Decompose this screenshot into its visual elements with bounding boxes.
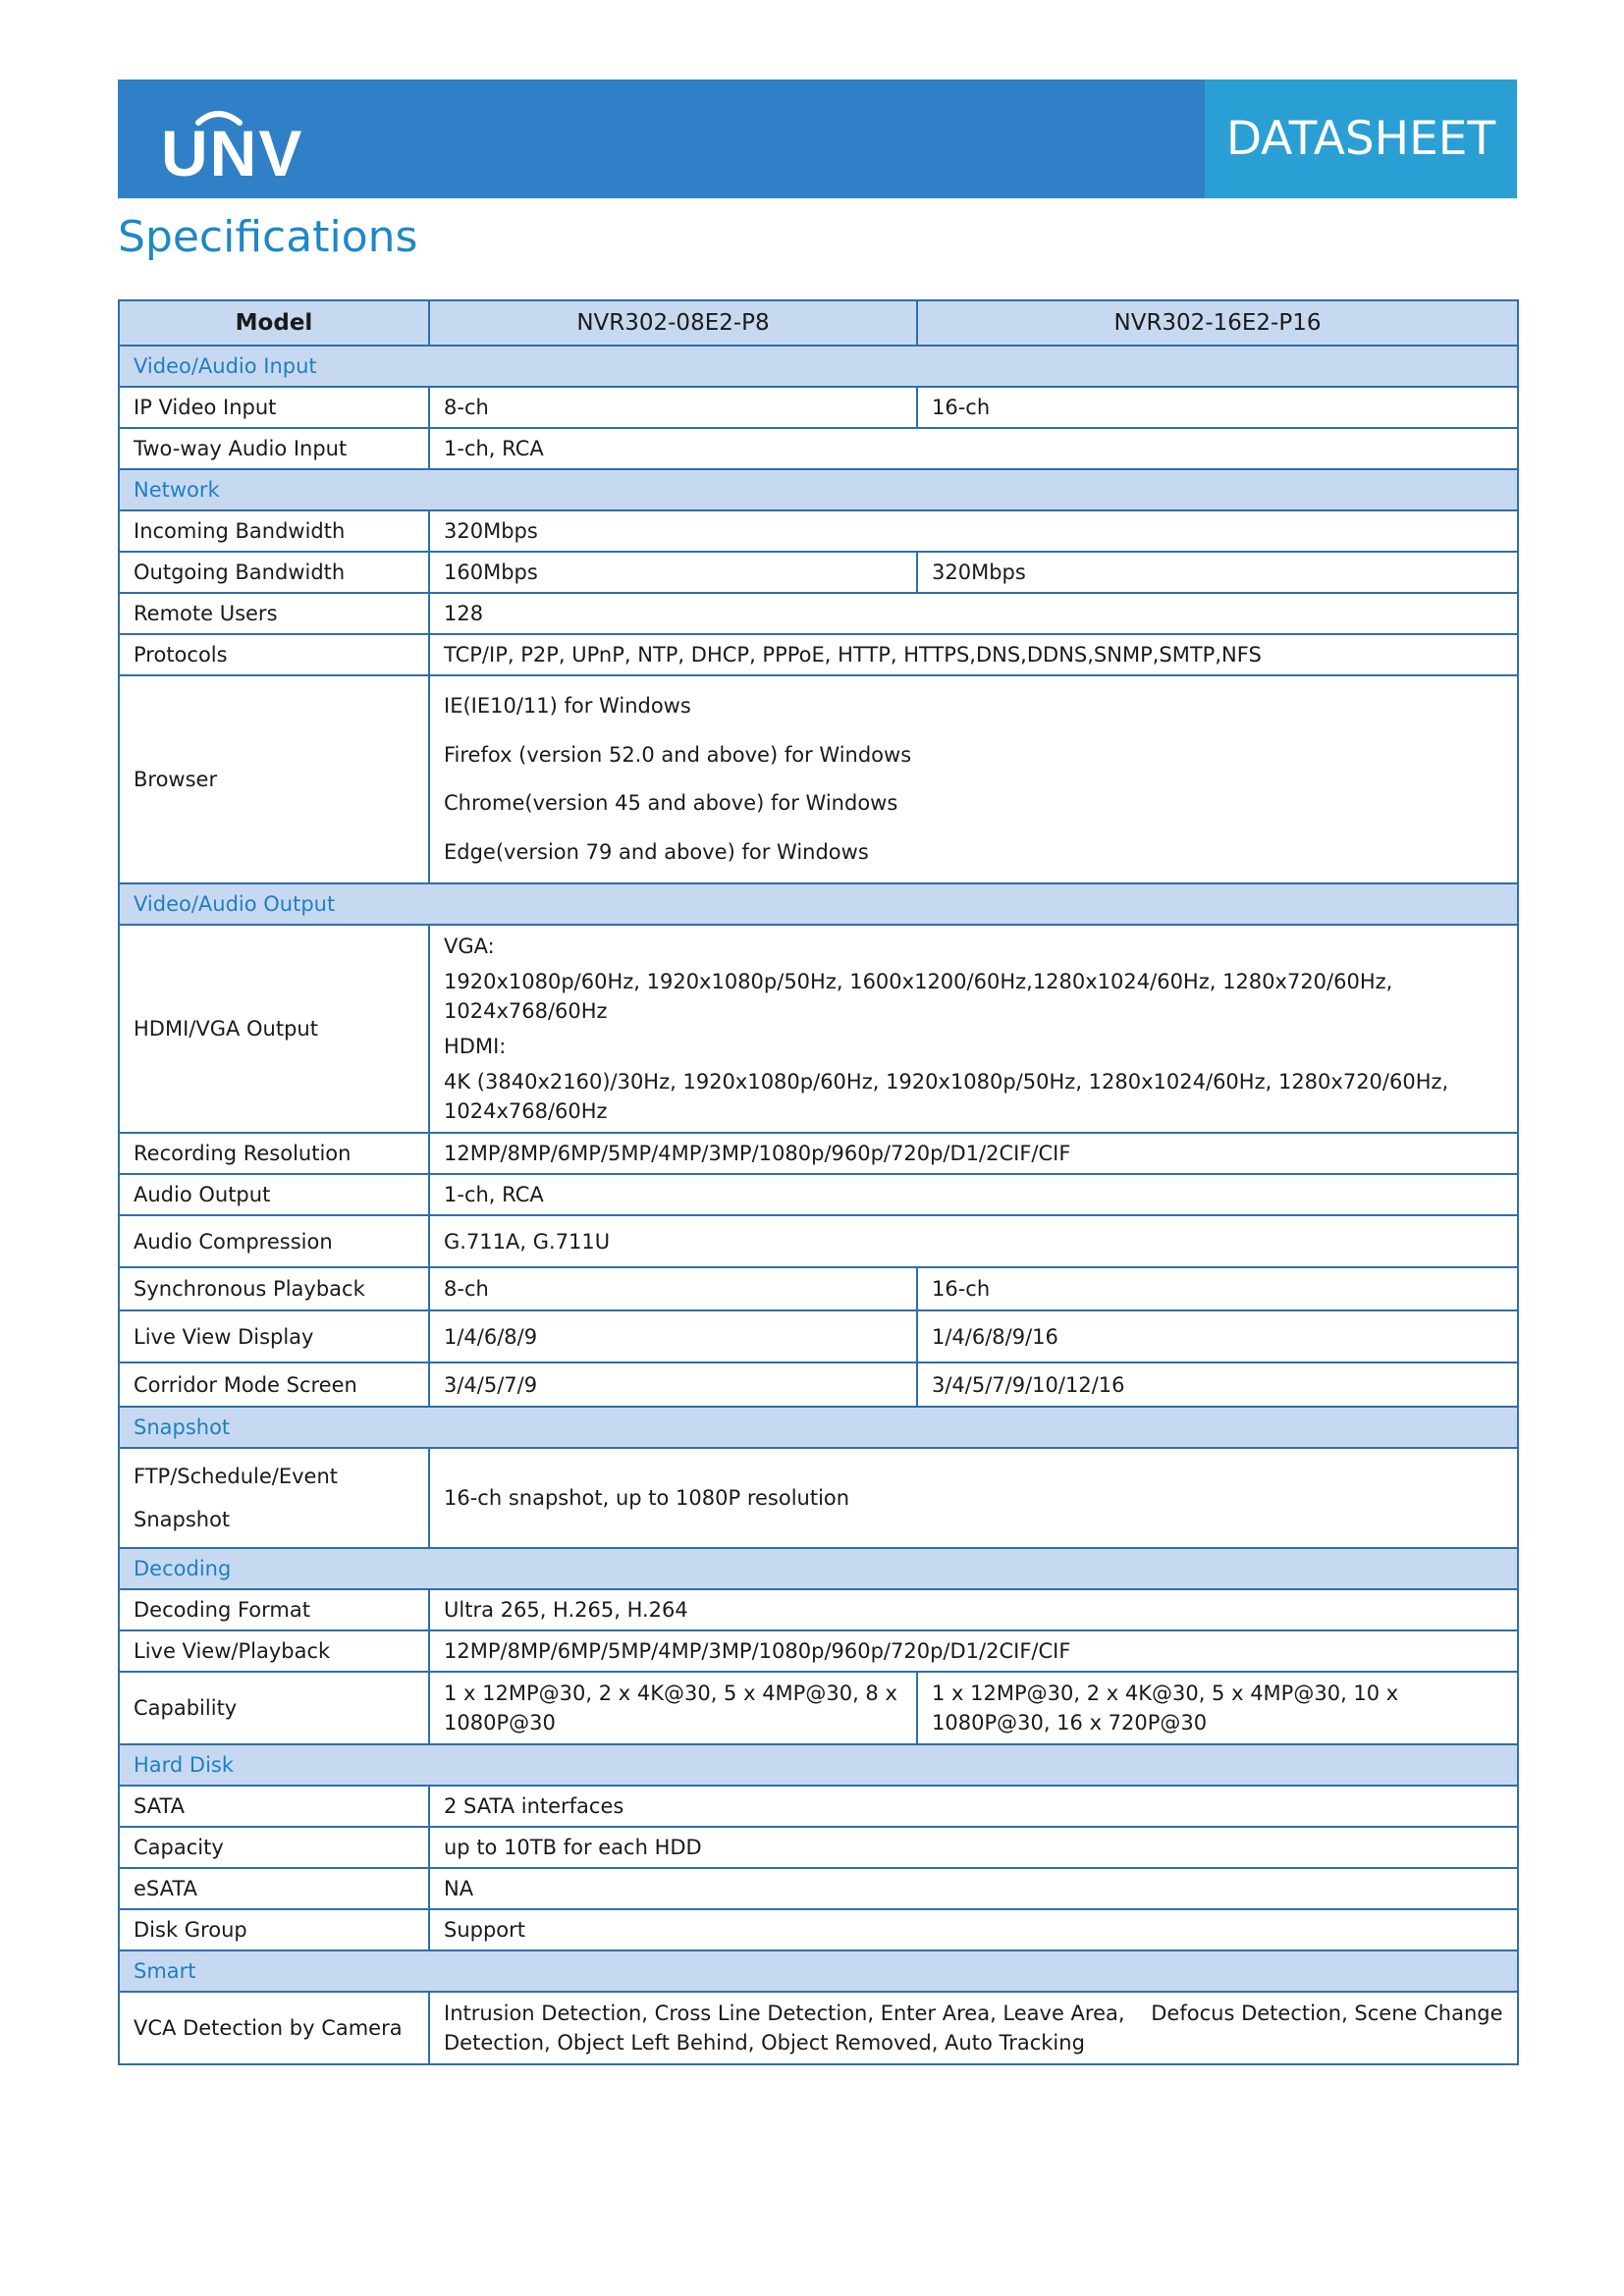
table-row [119,510,1518,552]
table-row [119,1868,1518,1909]
vca-line: Intrusion Detection, Cross Line Detection, Enter Area, Leave Area, Defocus Detection, Scene Change [444,2002,1503,2025]
output-line: HDMI: [444,1035,507,1058]
row-label: Live View Display [119,1310,429,1362]
row-value: 1/4/6/8/9 [429,1310,917,1362]
table-row [119,387,1518,428]
row-value [429,675,1518,883]
row-value: 8-ch [429,387,917,428]
table-row [119,1267,1518,1310]
section-title: Video/Audio Input [119,346,1518,387]
section-title: Decoding [119,1548,1518,1589]
table-row [119,1589,1518,1630]
table-row [119,1672,1518,1744]
table-row [119,1215,1518,1267]
output-line: VGA: [444,934,495,958]
row-label: Audio Output [119,1174,429,1215]
row-label: eSATA [119,1868,429,1909]
unv-logo [139,99,304,189]
row-value: 128 [429,593,1518,634]
row-value [429,1992,1518,2064]
table-row [119,593,1518,634]
section-title: Snapshot [119,1407,1518,1448]
row-value: 1-ch, RCA [429,428,1518,469]
row-label: Corridor Mode Screen [119,1362,429,1407]
section-title: Smart [119,1950,1518,1992]
row-value: up to 10TB for each HDD [429,1827,1518,1868]
capability-line: 1080P@30 [444,1711,556,1735]
row-value: 1/4/6/8/9/16 [917,1310,1518,1362]
row-value: 12MP/8MP/6MP/5MP/4MP/3MP/1080p/960p/720p/D1/2CIF/CIF [429,1630,1518,1672]
row-label: Capacity [119,1827,429,1868]
row-value: TCP/IP, P2P, UPnP, NTP, DHCP, PPPoE, HTTP, HTTPS,DNS,DDNS,SNMP,SMTP,NFS [429,634,1518,675]
row-label: IP Video Input [119,387,429,428]
row-label: HDMI/VGA Output [119,925,429,1133]
column-header-model: Model [119,300,429,346]
table-row [119,552,1518,593]
row-value [917,1672,1518,1744]
browser-line: Edge(version 79 and above) for Windows [444,839,869,864]
page-title: Specifications [118,212,418,262]
row-value: 320Mbps [429,510,1518,552]
row-label: SATA [119,1786,429,1827]
row-label: Recording Resolution [119,1133,429,1174]
spec-table [118,299,1519,2065]
row-value: 12MP/8MP/6MP/5MP/4MP/3MP/1080p/960p/720p/D1/2CIF/CIF [429,1133,1518,1174]
row-label: Live View/Playback [119,1630,429,1672]
section-header-row [119,1744,1518,1786]
row-value: 8-ch [429,1267,917,1310]
row-label [119,1448,429,1548]
row-label: Browser [119,675,429,883]
browser-line: IE(IE10/11) for Windows [444,694,691,718]
section-header-row [119,346,1518,387]
section-header-row [119,1548,1518,1589]
section-header-row [119,1407,1518,1448]
vca-line: Detection, Object Left Behind, Object Removed, Auto Tracking [444,2031,1085,2055]
output-line: 1024x768/60Hz [444,999,608,1023]
table-row [119,1362,1518,1407]
row-value: 160Mbps [429,552,917,593]
row-value: 1-ch, RCA [429,1174,1518,1215]
table-row [119,428,1518,469]
capability-line: 1080P@30, 16 x 720P@30 [932,1711,1208,1735]
row-label-line: Snapshot [134,1508,231,1531]
output-line: 4K (3840x2160)/30Hz, 1920x1080p/60Hz, 1920x1080p/50Hz, 1280x1024/60Hz, 1280x720/60Hz, [444,1070,1449,1094]
row-label: Protocols [119,634,429,675]
logo-text: UNV [161,117,304,189]
row-label: VCA Detection by Camera [119,1992,429,2064]
datasheet-badge [1205,80,1517,198]
table-row [119,1310,1518,1362]
table-row [119,1630,1518,1672]
capability-line: 1 x 12MP@30, 2 x 4K@30, 5 x 4MP@30, 8 x [444,1682,897,1705]
table-row [119,1448,1518,1548]
row-value: Support [429,1909,1518,1950]
table-row [119,1827,1518,1868]
output-line: 1920x1080p/60Hz, 1920x1080p/50Hz, 1600x1200/60Hz,1280x1024/60Hz, 1280x720/60Hz, [444,970,1393,993]
table-row [119,1174,1518,1215]
column-header-nvr302-08e2-p8: NVR302-08E2-P8 [429,300,917,346]
browser-line: Chrome(version 45 and above) for Windows [444,791,898,815]
table-header-row [119,300,1518,346]
capability-line: 1 x 12MP@30, 2 x 4K@30, 5 x 4MP@30, 10 x [932,1682,1399,1705]
section-header-row [119,1950,1518,1992]
row-value [429,925,1518,1133]
section-title: Hard Disk [119,1744,1518,1786]
column-header-nvr302-16e2-p16: NVR302-16E2-P16 [917,300,1518,346]
row-label: Synchronous Playback [119,1267,429,1310]
row-value: 3/4/5/7/9/10/12/16 [917,1362,1518,1407]
table-row [119,1992,1518,2064]
row-value: Ultra 265, H.265, H.264 [429,1589,1518,1630]
datasheet-label: DATASHEET [1225,112,1496,166]
row-label: Audio Compression [119,1215,429,1267]
header-banner [118,80,1517,198]
row-label: Outgoing Bandwidth [119,552,429,593]
browser-line: Firefox (version 52.0 and above) for Windows [444,742,912,767]
table-row [119,634,1518,675]
row-label: Incoming Bandwidth [119,510,429,552]
row-value: 320Mbps [917,552,1518,593]
section-header-row [119,883,1518,925]
row-value [429,1672,917,1744]
row-label: Disk Group [119,1909,429,1950]
row-label: Remote Users [119,593,429,634]
table-row [119,675,1518,883]
section-title: Network [119,469,1518,510]
row-value: 16-ch [917,1267,1518,1310]
table-row [119,1133,1518,1174]
section-header-row [119,469,1518,510]
output-line: 1024x768/60Hz [444,1099,608,1123]
table-row [119,1909,1518,1950]
row-value: 16-ch snapshot, up to 1080P resolution [429,1448,1518,1548]
section-title: Video/Audio Output [119,883,1518,925]
row-label: Two-way Audio Input [119,428,429,469]
table-row [119,1786,1518,1827]
row-value: NA [429,1868,1518,1909]
row-value: 16-ch [917,387,1518,428]
row-label-line: FTP/Schedule/Event [134,1465,339,1488]
row-value: 2 SATA interfaces [429,1786,1518,1827]
row-label: Decoding Format [119,1589,429,1630]
row-value: G.711A, G.711U [429,1215,1518,1267]
table-row [119,925,1518,1133]
row-label: Capability [119,1672,429,1744]
row-value: 3/4/5/7/9 [429,1362,917,1407]
